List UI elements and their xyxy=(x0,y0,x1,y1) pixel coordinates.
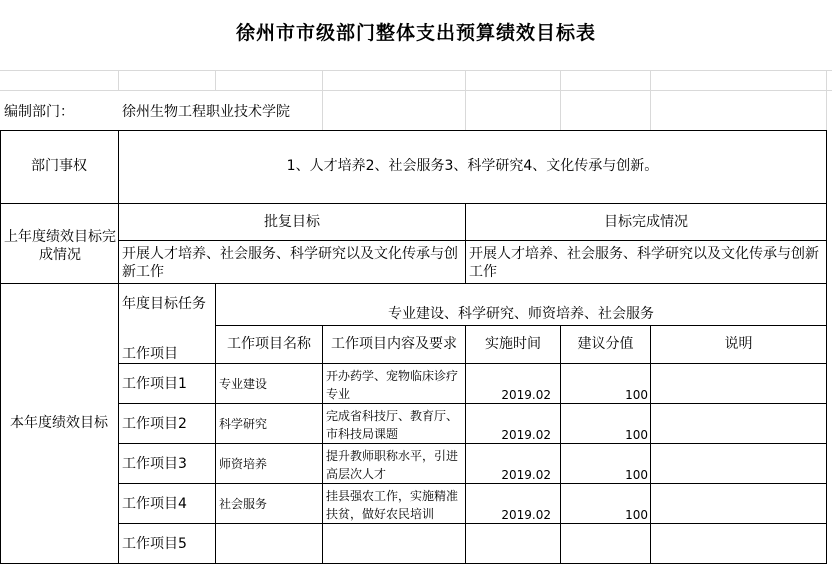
gridline xyxy=(826,70,827,130)
table-row-time: 2019.02 xyxy=(501,428,551,442)
completion-header: 目标完成情况 xyxy=(604,214,688,230)
gridline xyxy=(215,70,216,90)
annual-task-label: 年度目标任务 xyxy=(122,296,206,312)
border-v xyxy=(118,130,119,564)
border-v xyxy=(826,130,827,564)
table-row-content: 完成省科技厅、教育厅、市科技局课题 xyxy=(326,409,459,441)
form-title: 徐州市市级部门整体支出预算绩效目标表 xyxy=(235,22,596,44)
border-h xyxy=(118,363,827,364)
gridline xyxy=(465,70,466,130)
border-h xyxy=(0,283,827,284)
table-row-item: 工作项目2 xyxy=(122,416,187,432)
border-v xyxy=(560,325,561,564)
table-row-content: 开办药学、宠物临床诊疗专业 xyxy=(326,369,459,401)
border-v xyxy=(322,325,323,564)
border-h xyxy=(118,240,827,241)
gridline xyxy=(560,70,561,130)
duty-value: 1、人才培养2、社会服务3、科学研究4、文化传承与创新。 xyxy=(286,158,659,174)
border-v xyxy=(465,325,466,564)
table-row-content: 提升教师职称水平，引进高层次人才 xyxy=(326,449,459,481)
table-row-score: 100 xyxy=(625,508,648,522)
gridline xyxy=(322,70,323,130)
dept-label: 编制部门： xyxy=(4,104,74,120)
table-row-score: 100 xyxy=(625,388,648,402)
col-header-name: 工作项目名称 xyxy=(227,336,311,352)
col-header-item: 工作项目 xyxy=(122,346,178,362)
table-row-time: 2019.02 xyxy=(501,388,551,402)
border-h xyxy=(0,203,827,204)
gridline xyxy=(118,70,119,90)
gridline xyxy=(650,70,651,130)
border-h xyxy=(0,563,827,564)
border-v xyxy=(215,283,216,564)
table-row-item: 工作项目1 xyxy=(122,376,187,392)
approved-target-header: 批复目标 xyxy=(264,214,320,230)
table-row-time: 2019.02 xyxy=(501,508,551,522)
table-row-item: 工作项目3 xyxy=(122,456,187,472)
duty-label: 部门事权 xyxy=(31,158,87,174)
table-row-item: 工作项目5 xyxy=(122,536,187,552)
table-row-name: 社会服务 xyxy=(219,497,268,511)
border-v xyxy=(650,325,651,564)
table-row-score: 100 xyxy=(625,468,648,482)
current-year-label: 本年度绩效目标 xyxy=(10,415,108,431)
table-row-name: 专业建设 xyxy=(219,377,268,391)
table-row-item: 工作项目4 xyxy=(122,496,187,512)
border-h xyxy=(0,130,827,131)
table-row-name: 师资培养 xyxy=(219,457,268,471)
border-h xyxy=(215,325,827,326)
gridline xyxy=(0,70,832,71)
col-header-score: 建议分值 xyxy=(577,336,634,352)
completion-text: 开展人才培养、社会服务、科学研究以及文化传承与创新工作 xyxy=(469,246,819,280)
approved-target-text: 开展人才培养、社会服务、科学研究以及文化传承与创新工作 xyxy=(122,246,458,280)
table-row-score: 100 xyxy=(625,428,648,442)
table-row-time: 2019.02 xyxy=(501,468,551,482)
col-header-note: 说明 xyxy=(724,336,753,352)
col-header-content: 工作项目内容及要求 xyxy=(331,336,457,352)
border-v xyxy=(0,130,1,564)
table-row-content: 挂县强农工作，实施精准扶贫，做好农民培训 xyxy=(326,489,459,521)
dept-value: 徐州生物工程职业技术学院 xyxy=(122,104,290,120)
annual-task-value: 专业建设、科学研究、师资培养、社会服务 xyxy=(388,306,654,322)
table-row-name: 科学研究 xyxy=(219,417,268,431)
col-header-time: 实施时间 xyxy=(485,336,541,352)
gridline xyxy=(0,90,832,91)
prev-year-label: 上年度绩效目标完成情况 xyxy=(4,229,116,263)
